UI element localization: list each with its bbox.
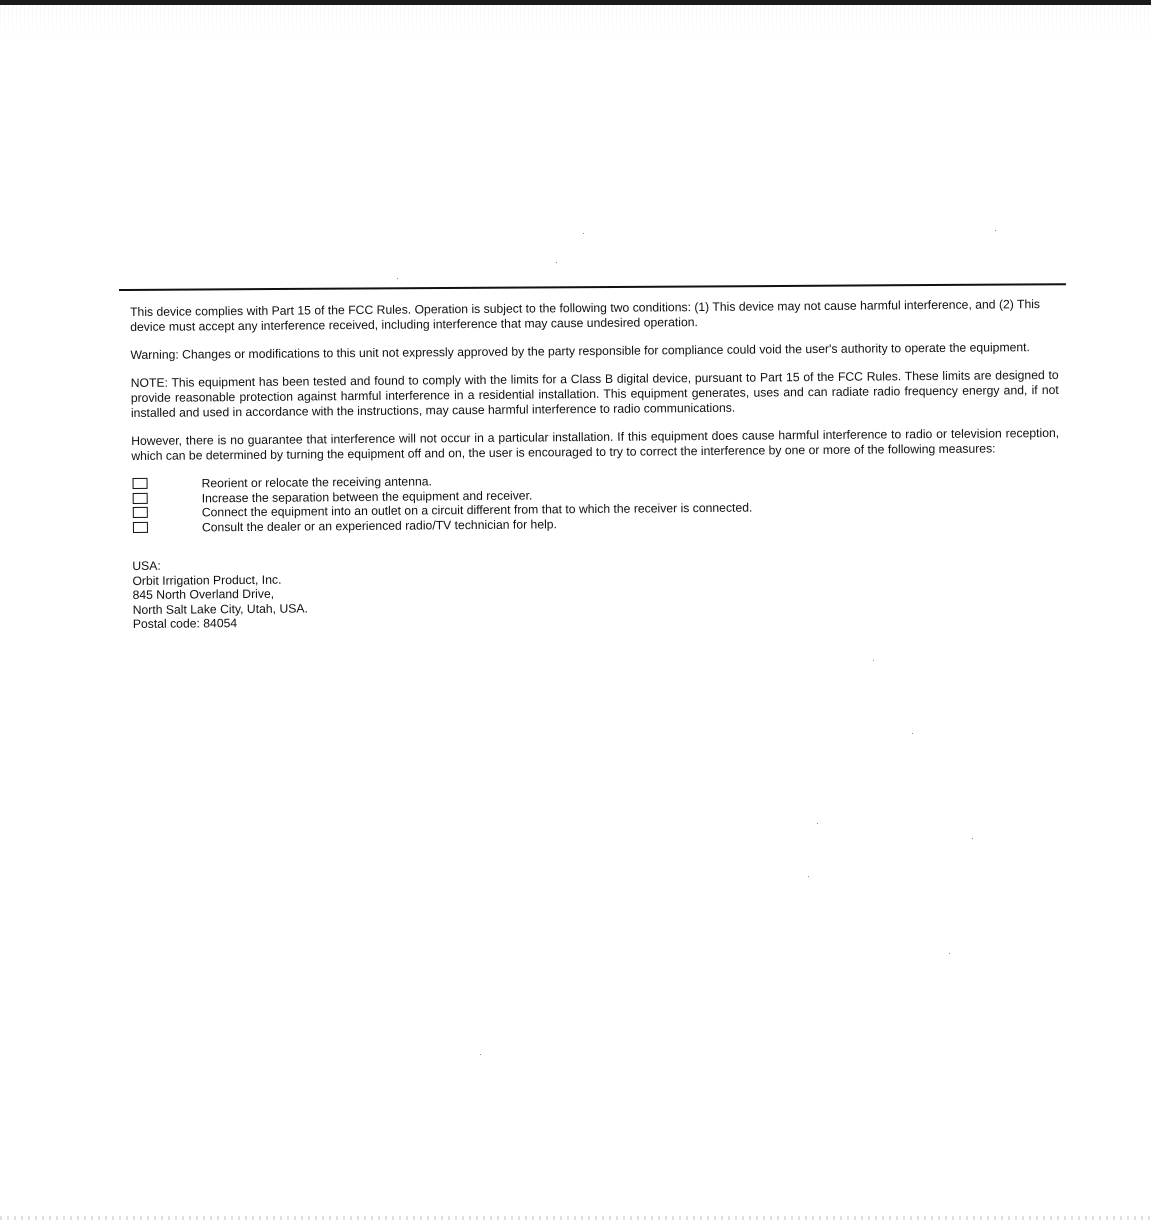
measure-label: Reorient or relocate the receiving antenna. <box>201 474 432 491</box>
address-country: USA: <box>132 558 161 573</box>
scan-speck <box>480 1054 481 1055</box>
scan-speck <box>949 953 950 954</box>
checkbox-icon <box>133 478 148 489</box>
measures-list <box>132 469 1060 535</box>
scan-speck <box>912 733 913 734</box>
scan-speck <box>817 823 818 824</box>
measure-label: Consult the dealer or an experienced radio/TV technician for help. <box>201 516 558 534</box>
address-company: Orbit Irrigation Product, Inc. <box>132 572 282 588</box>
scan-speck <box>583 233 584 234</box>
scan-speck <box>873 660 874 661</box>
checkbox-icon <box>133 492 148 503</box>
address-postal: Postal code: 84054 <box>132 616 238 631</box>
scan-noise-top <box>0 5 1151 45</box>
fcc-notice <box>130 297 1061 632</box>
manufacturer-address <box>132 551 1061 632</box>
scan-speck <box>972 838 973 839</box>
checkbox-icon <box>133 521 148 532</box>
header-rule <box>119 283 1066 291</box>
address-city: North Salt Lake City, Utah, USA. <box>132 600 308 617</box>
address-street: 845 North Overland Drive, <box>132 586 275 602</box>
scan-noise-bottom <box>0 1216 1151 1220</box>
however-paragraph: However, there is no guarantee that interference will not occur in a particular installation. If this equipment does cause harmful interference to radio or television reception, which can be determined by turning the equipment off and on, the user is encouraged to try to correct the interference by one or more of the following measures: <box>131 425 1060 463</box>
measure-label: Connect the equipment into an outlet on a circuit different from that to which the receiver is connected. <box>201 500 753 520</box>
scan-speck <box>556 262 557 263</box>
scan-speck <box>397 278 398 279</box>
scan-speck <box>995 230 996 231</box>
checkbox-icon <box>133 507 148 518</box>
note-paragraph: NOTE: This equipment has been tested and found to comply with the limits for a Class B digital device, pursuant to Part 15 of the FCC Rules. These limits are designed to provide reasonable protection against harmful interference in a residential installation. This equipment generates, uses and can radiate radio frequency energy and, if not installed and used in accordance with the instructions, may cause harmful interference to radio communications. <box>130 367 1059 420</box>
warning-paragraph: Warning: Changes or modifications to this unit not expressly approved by the party responsible for compliance could void the user's authority to operate the equipment. <box>130 340 1030 362</box>
scan-speck <box>808 876 809 877</box>
compliance-paragraph: This device complies with Part 15 of the FCC Rules. Operation is subject to the following two conditions: (1) This device may not cause harmful interference, and (2) This device must accept any interference received, including interference that may cause undesired operation. <box>130 297 1041 334</box>
measure-label: Increase the separation between the equipment and receiver. <box>201 487 533 505</box>
